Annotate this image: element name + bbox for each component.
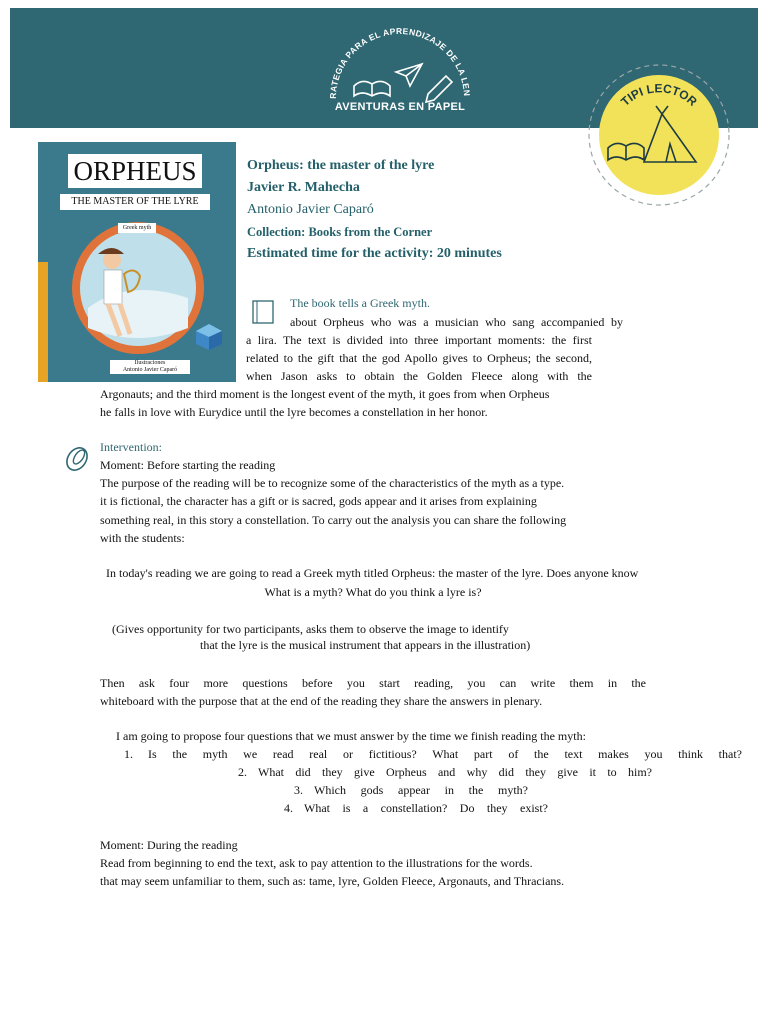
question-4: What is a constellation? Do they exist? [304, 801, 548, 815]
then-line-2: whiteboard with the purpose that at the end of the reading they share the answers in plenary. [100, 694, 543, 708]
cover-author-name: Antonio Javier Caparó [122, 367, 178, 373]
book-cover [38, 142, 236, 382]
question-1: Is the myth we read real or fictitious? What part of the text makes you think that? [148, 747, 742, 761]
intervention-heading: Intervention: [100, 440, 162, 454]
during-line-1: Read from beginning to end the text, ask to pay attention to the illustrations for the words. [100, 856, 533, 870]
propose-line: I am going to propose four questions that we must answer by the time we finish reading the myth: [116, 729, 586, 743]
cover-subtitle: THE MASTER OF THE LYRE [60, 194, 210, 210]
summary-line-6: he falls in love with Eurydice until the lyre becomes a constellation in her honor. [100, 405, 488, 419]
cover-stripe [38, 262, 48, 382]
book-title: Orpheus: the master of the lyre [247, 158, 435, 173]
question-3: Which gods appear in the myth? [314, 783, 528, 797]
cover-tag: Greek myth [118, 223, 156, 233]
paren-line-2: that the lyre is the musical instrument that appears in the illustration) [200, 638, 531, 652]
summary-line-5: Argonauts; and the third moment is the longest event of the myth, it goes from when Orpheus [100, 387, 550, 401]
summary-line-2: a lira. The text is divided into three important moments: the first [246, 333, 592, 347]
intervention-p4: with the students: [100, 531, 185, 545]
notebook-icon [251, 299, 275, 325]
book-author: Javier R. Mahecha [247, 180, 360, 195]
question-2: What did they give Orpheus and why did they give it to him? [258, 765, 652, 779]
cover-title: ORPHEUS [68, 154, 202, 188]
cube-logo-icon [194, 322, 224, 352]
paren-line-1: (Gives opportunity for two participants, asks them to observe the image to identify [112, 622, 509, 636]
quote-line-1: In today's reading we are going to read a Greek myth titled Orpheus: the master of the lyre. Does anyone know [106, 566, 639, 580]
intervention-p3: something real, in this story a constellation. To carry out the analysis you can share the following [100, 513, 567, 527]
logo-arc-text: RATEGIA PARA EL APRENDIZAJE DE LA LEN [327, 25, 473, 99]
summary-heading: The book tells a Greek myth. [290, 296, 430, 310]
summary-line-3: related to the gift that the god Apollo gives to Orpheus; the second, [246, 351, 592, 365]
pencil-icon [426, 76, 452, 102]
logo-text: AVENTURAS EN PAPEL [334, 101, 466, 113]
moment-before: Moment: Before starting the reading [100, 458, 276, 472]
aventuras-logo [310, 14, 490, 126]
question-2-num: 2. [238, 765, 247, 779]
book-collection: Collection: Books from the Corner [247, 225, 433, 239]
question-3-num: 3. [294, 783, 303, 797]
question-4-num: 4. [284, 801, 293, 815]
cover-illustration [68, 218, 208, 358]
during-line-2: that may seem unfamiliar to them, such as: tame, lyre, Golden Fleece, Argonauts, and Thracians. [100, 874, 565, 888]
cover-author [110, 360, 190, 374]
moment-during: Moment: During the reading [100, 838, 238, 852]
paper-plane-icon [396, 64, 422, 86]
summary-line-1: about Orpheus who was a musician who sang accompanied by [290, 315, 623, 329]
summary-line-4: when Jason asks to obtain the Golden Fleece along with the [246, 369, 592, 383]
badge-text: TIPI LECTOR [618, 81, 700, 109]
cover-author-label: Ilustraciones [134, 360, 166, 366]
book-illustrator: Antonio Javier Caparó [247, 202, 374, 217]
book-icon [354, 81, 390, 96]
intervention-p1: The purpose of the reading will be to recognize some of the characteristics of the myth as a type. [100, 476, 565, 490]
book-info [247, 155, 687, 265]
then-line-1: Then ask four more questions before you start reading, you can write them in the [100, 676, 646, 690]
quote-line-2: What is a myth? What do you think a lyre is? [264, 585, 482, 599]
activity-time: Estimated time for the activity: 20 minutes [247, 246, 502, 261]
paperclip-icon [62, 440, 96, 474]
question-1-num: 1. [124, 747, 133, 761]
intervention-p2: it is fictional, the character has a gift or is sacred, gods appear and it arises from explaining [100, 494, 537, 508]
